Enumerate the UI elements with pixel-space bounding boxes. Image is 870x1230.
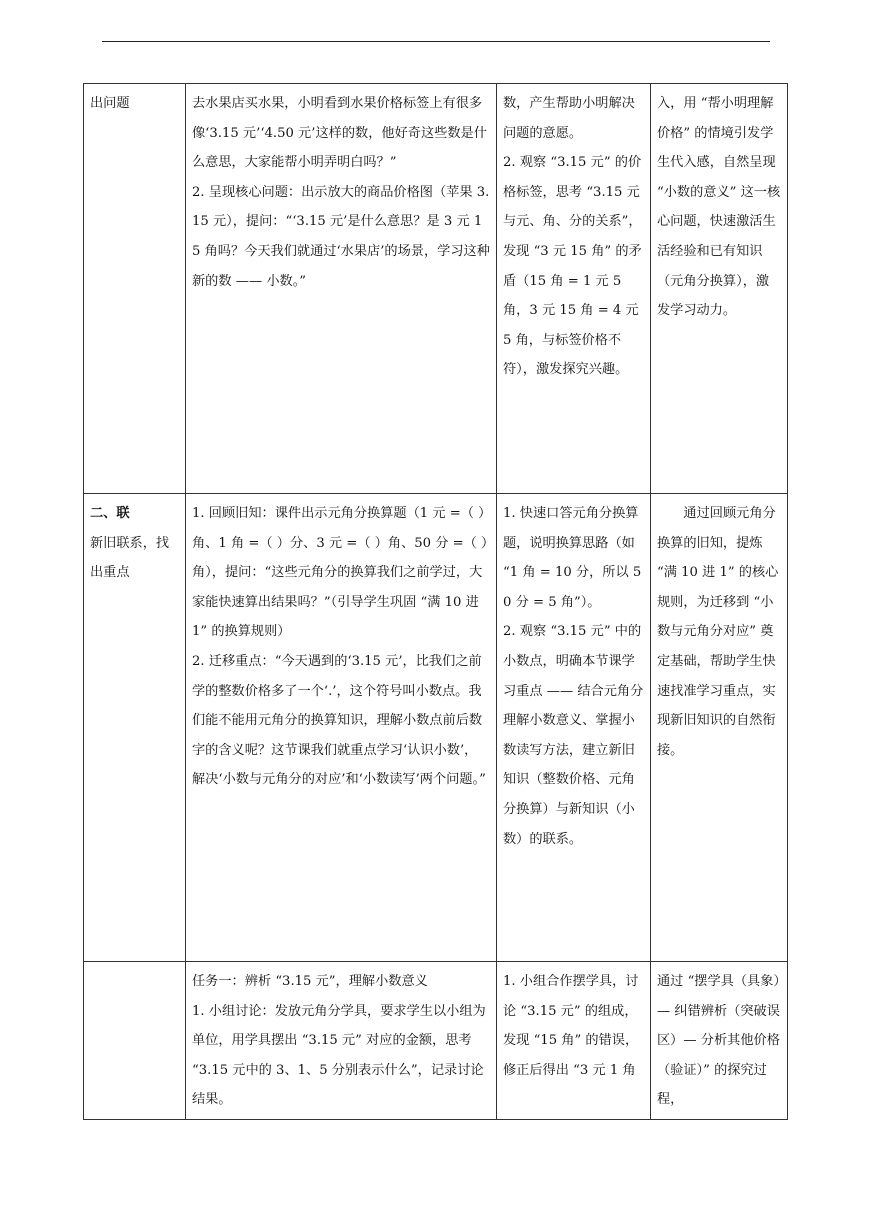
teacher-activity-cell [186,494,497,962]
stage-cell [84,962,186,1120]
table-row [84,84,788,494]
stage-text: 新旧联系，找出重点 [90,535,170,581]
teacher-paragraph: 1. 小组讨论：发放元角分学具，要求学生以小组为单位，用学具摆出 “3.15 元” 对应的金额，思考 “3.15 元中的 3、1、5 分别表示什么”，记录讨论结果。 [192,1003,486,1108]
design-intent-cell [651,962,788,1120]
teacher-activity-cell [186,962,497,1120]
stage-text: 出问题 [90,96,130,111]
student-paragraph: 2. 观察 “3.15 元” 中的小数点，明确本节课学习重点 —— 结合元角分理解小数意义、掌握小数读写方法，建立新旧知识（整数价格、元角分换算）与新知识（小数）的联系。 [503,624,644,847]
teacher-paragraph: 2. 迁移重点：“今天遇到的‘3.15 元’，比我们之前学的整数价格多了一个‘.’，这个符号叫小数点。我们能不能用元角分的换算知识，理解小数点前后数字的含义呢？这节课我们就重点学习‘认识小数’，解决‘小数与元角分的对应’和‘小数读写’两个问题。” [192,653,486,788]
student-paragraph: 数，产生帮助小明解决问题的意愿。 [503,96,635,141]
teacher-activity-cell [186,84,497,494]
teacher-paragraph: 任务一：辨析 “3.15 元”，理解小数意义 [192,974,428,989]
stage-heading: 二、联 [90,506,130,521]
teacher-paragraph: 2. 呈现核心问题：出示放大的商品价格图（苹果 3.15 元），提问：“‘3.15 元’是什么意思？是 3 元 15 角吗？今天我们就通过‘水果店’的场景，学习这种新的数 —— 小数。” [192,184,490,289]
header-rule [102,41,770,42]
student-activity-cell [497,962,651,1120]
intent-paragraph: 通过回顾元角分换算的旧知，提炼 “满 10 进 1” 的核心规则，为迁移到 “小数与元角分对应” 奠定基础，帮助学生快速找准学习重点，实现新旧知识的自然衔接。 [657,506,779,758]
table-row [84,962,788,1120]
teacher-paragraph: 去水果店买水果，小明看到水果价格标签上有很多像‘3.15 元’‘4.50 元’这样的数，他好奇这些数是什么意思，大家能帮小明弄明白吗？” [192,96,487,171]
student-paragraph: 1. 小组合作摆学具，讨论 “3.15 元” 的组成，发现 “15 角” 的错误，修正后得出 “3 元 1 角 [503,974,639,1078]
student-paragraph: 2. 观察 “3.15 元” 的价格标签，思考 “3.15 元与元、角、分的关系”，发现 “3 元 15 角” 的矛盾（15 角 = 1 元 5 角，3 元 15 角 = 4 元 5 角，与标签价格不符），激发探究兴趣。 [503,155,642,378]
student-activity-cell [497,84,651,494]
teacher-paragraph: 1. 回顾旧知：课件出示元角分换算题（1 元 =（ ）角、1 角 =（ ）分、3 元 =（ ）角、50 分 =（ ）角），提问：“这些元角分的换算我们之前学过，大家能快速算出结果吗？”（引导学生巩固 “满 10 进 1” 的换算规则） [192,506,488,640]
lesson-plan-table [83,83,788,1120]
design-intent-cell [651,494,788,962]
student-paragraph: 1. 快速口答元角分换算题，说明换算思路（如 “1 角 = 10 分，所以 50 分 = 5 角”）。 [503,506,642,610]
design-intent-cell [651,84,788,494]
stage-cell [84,494,186,962]
intent-paragraph: 通过 “摆学具（具象）— 纠错辨析（突破误区）— 分析其他价格（验证）” 的探究过程， [657,974,781,1108]
table-row [84,494,788,962]
intent-paragraph: 入，用 “帮小明理解价格” 的情境引发学生代入感，自然呈现 “小数的意义” 这一核心问题，快速激活生活经验和已有知识（元角分换算），激发学习动力。 [657,96,781,319]
stage-cell [84,84,186,494]
student-activity-cell [497,494,651,962]
